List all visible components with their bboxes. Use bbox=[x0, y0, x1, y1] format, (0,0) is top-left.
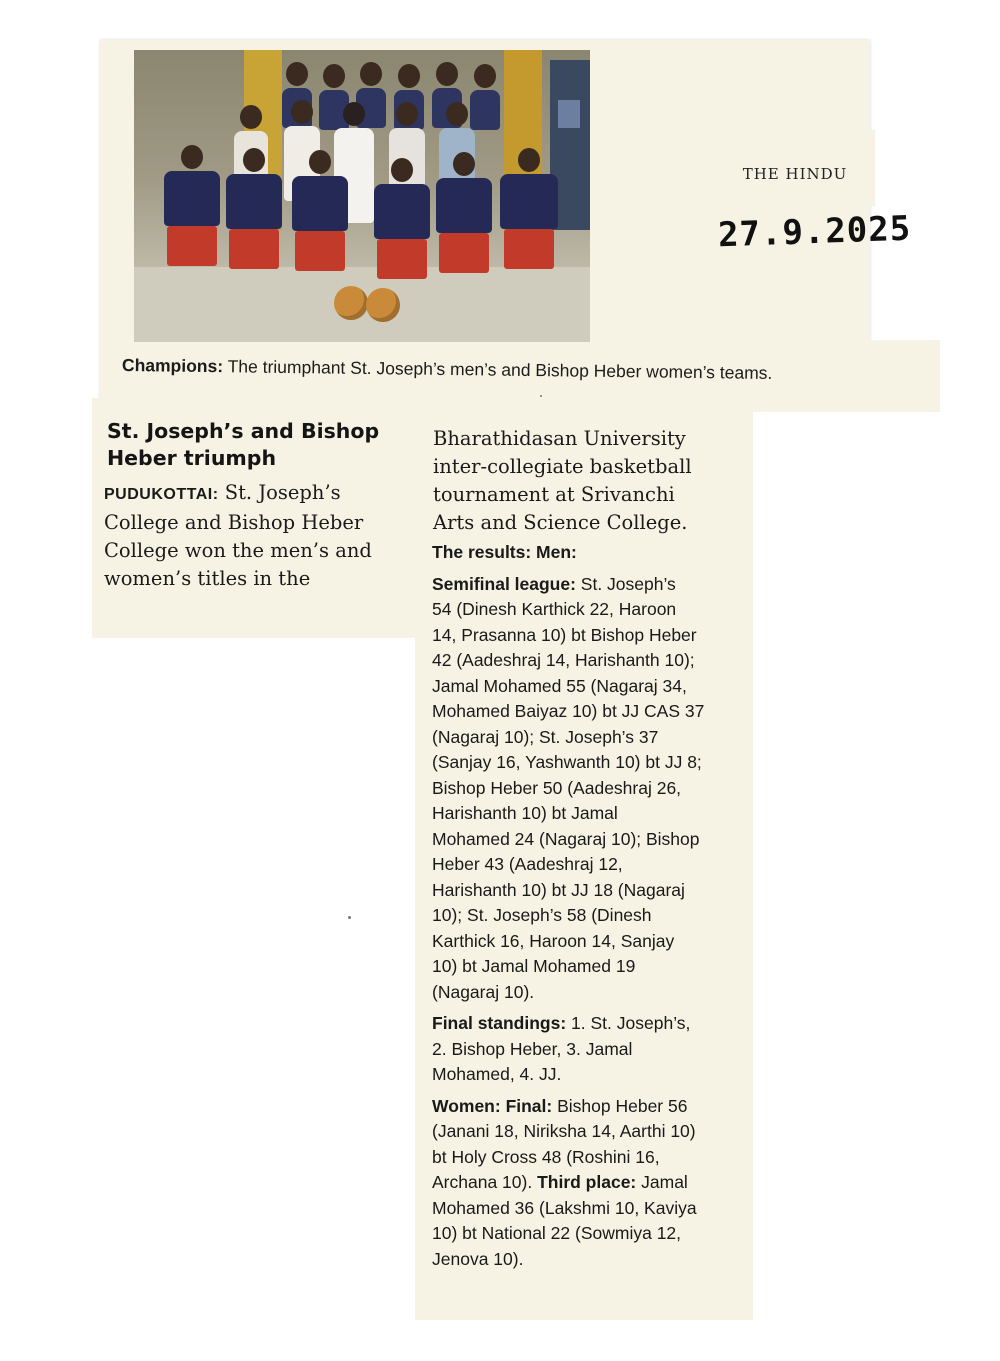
result-line: 1. St. Joseph’s, bbox=[566, 1013, 691, 1033]
result-line: (Sanjay 16, Yashwanth 10) bt JJ 8; bbox=[432, 752, 702, 772]
lead-line: St. Joseph’s bbox=[218, 481, 341, 504]
results-heading: The results: Men: bbox=[432, 542, 577, 562]
team-photo bbox=[134, 50, 590, 342]
result-line: 10) bt Jamal Mohamed 19 bbox=[432, 956, 636, 976]
lead-line: Bharathidasan University bbox=[433, 427, 686, 450]
article-headline bbox=[107, 418, 407, 472]
photo-player bbox=[500, 148, 558, 269]
handwritten-date: 27.9.2025 bbox=[717, 208, 912, 256]
result-line: Mohamed Baiyaz 10) bt JJ CAS 37 bbox=[432, 701, 705, 721]
final-standings-paragraph bbox=[432, 1011, 732, 1088]
women-final-label: Women: Final: bbox=[432, 1095, 553, 1116]
result-line: 54 (Dinesh Karthick 22, Haroon bbox=[432, 599, 677, 619]
basketball-icon bbox=[334, 286, 368, 320]
result-line: Heber 43 (Aadeshraj 12, bbox=[432, 854, 623, 874]
result-line: Mohamed 24 (Nagaraj 10); Bishop bbox=[432, 828, 700, 849]
result-line: Jenova 10). bbox=[432, 1248, 524, 1269]
headline-line: Heber triumph bbox=[107, 446, 277, 470]
result-line: Bishop Heber 50 (Aadeshraj 26, bbox=[432, 777, 682, 798]
final-standings-label: Final standings: bbox=[432, 1013, 567, 1033]
result-line: 14, Prasanna 10) bt Bishop Heber bbox=[432, 624, 697, 645]
lead-line: women’s titles in the bbox=[104, 567, 311, 590]
newspaper-masthead bbox=[715, 130, 875, 206]
result-line: Karthick 16, Haroon 14, Sanjay bbox=[432, 930, 675, 951]
paper-speck bbox=[540, 395, 542, 397]
paper-speck bbox=[348, 916, 351, 919]
lead-line: inter-collegiate basketball bbox=[433, 455, 692, 478]
result-line: bt Holy Cross 48 (Roshini 16, bbox=[432, 1146, 660, 1167]
article-lead-continued bbox=[433, 425, 733, 537]
caption-text: The triumphant St. Joseph’s men’s and Bishop Heber women’s teams. bbox=[223, 356, 773, 383]
result-line: Jamal Mohamed 55 (Nagaraj 34, bbox=[432, 675, 687, 696]
photo-player bbox=[374, 158, 430, 279]
dateline: PUDUKOTTAI: bbox=[104, 486, 219, 503]
results-section bbox=[432, 540, 732, 1278]
photo-player bbox=[164, 145, 220, 266]
photo-player bbox=[292, 150, 348, 271]
result-line: 42 (Aadeshraj 14, Harishanth 10); bbox=[432, 650, 695, 670]
basketball-icon bbox=[366, 288, 400, 322]
result-line: Jamal bbox=[636, 1172, 688, 1192]
result-line: Mohamed, 4. JJ. bbox=[432, 1064, 562, 1084]
result-line: Harishanth 10) bt Jamal bbox=[432, 803, 618, 823]
headline-line: St. Joseph’s and Bishop bbox=[107, 419, 380, 443]
result-line: Bishop Heber 56 bbox=[552, 1095, 688, 1116]
result-line: Harishanth 10) bt JJ 18 (Nagaraj bbox=[432, 879, 685, 900]
result-line: 10); St. Joseph’s 58 (Dinesh bbox=[432, 905, 652, 925]
lead-line: Arts and Science College. bbox=[433, 511, 688, 534]
semifinal-label: Semifinal league: bbox=[432, 573, 576, 594]
result-line: Mohamed 36 (Lakshmi 10, Kaviya bbox=[432, 1197, 697, 1218]
photo-player bbox=[226, 148, 282, 269]
caption-label: Champions: bbox=[121, 355, 224, 377]
photo-player bbox=[436, 152, 492, 273]
women-paragraph bbox=[432, 1094, 732, 1273]
result-line: 2. Bishop Heber, 3. Jamal bbox=[432, 1038, 633, 1059]
third-place-label: Third place: bbox=[537, 1172, 637, 1192]
result-line: (Janani 18, Niriksha 14, Aarthi 10) bbox=[432, 1121, 696, 1141]
lead-line: College and Bishop Heber bbox=[104, 511, 364, 534]
result-line: 10) bt National 22 (Sowmiya 12, bbox=[432, 1223, 682, 1243]
result-line: (Nagaraj 10); St. Joseph’s 37 bbox=[432, 726, 659, 747]
result-line: St. Joseph’s bbox=[575, 573, 676, 594]
masthead-text: THE HINDU bbox=[742, 165, 848, 183]
semifinal-paragraph bbox=[432, 572, 732, 1006]
article-lead bbox=[104, 479, 404, 593]
result-line: Archana 10). bbox=[432, 1172, 533, 1192]
lead-line: tournament at Srivanchi bbox=[433, 483, 675, 506]
lead-line: College won the men’s and bbox=[104, 539, 372, 562]
result-line: (Nagaraj 10). bbox=[432, 981, 535, 1002]
